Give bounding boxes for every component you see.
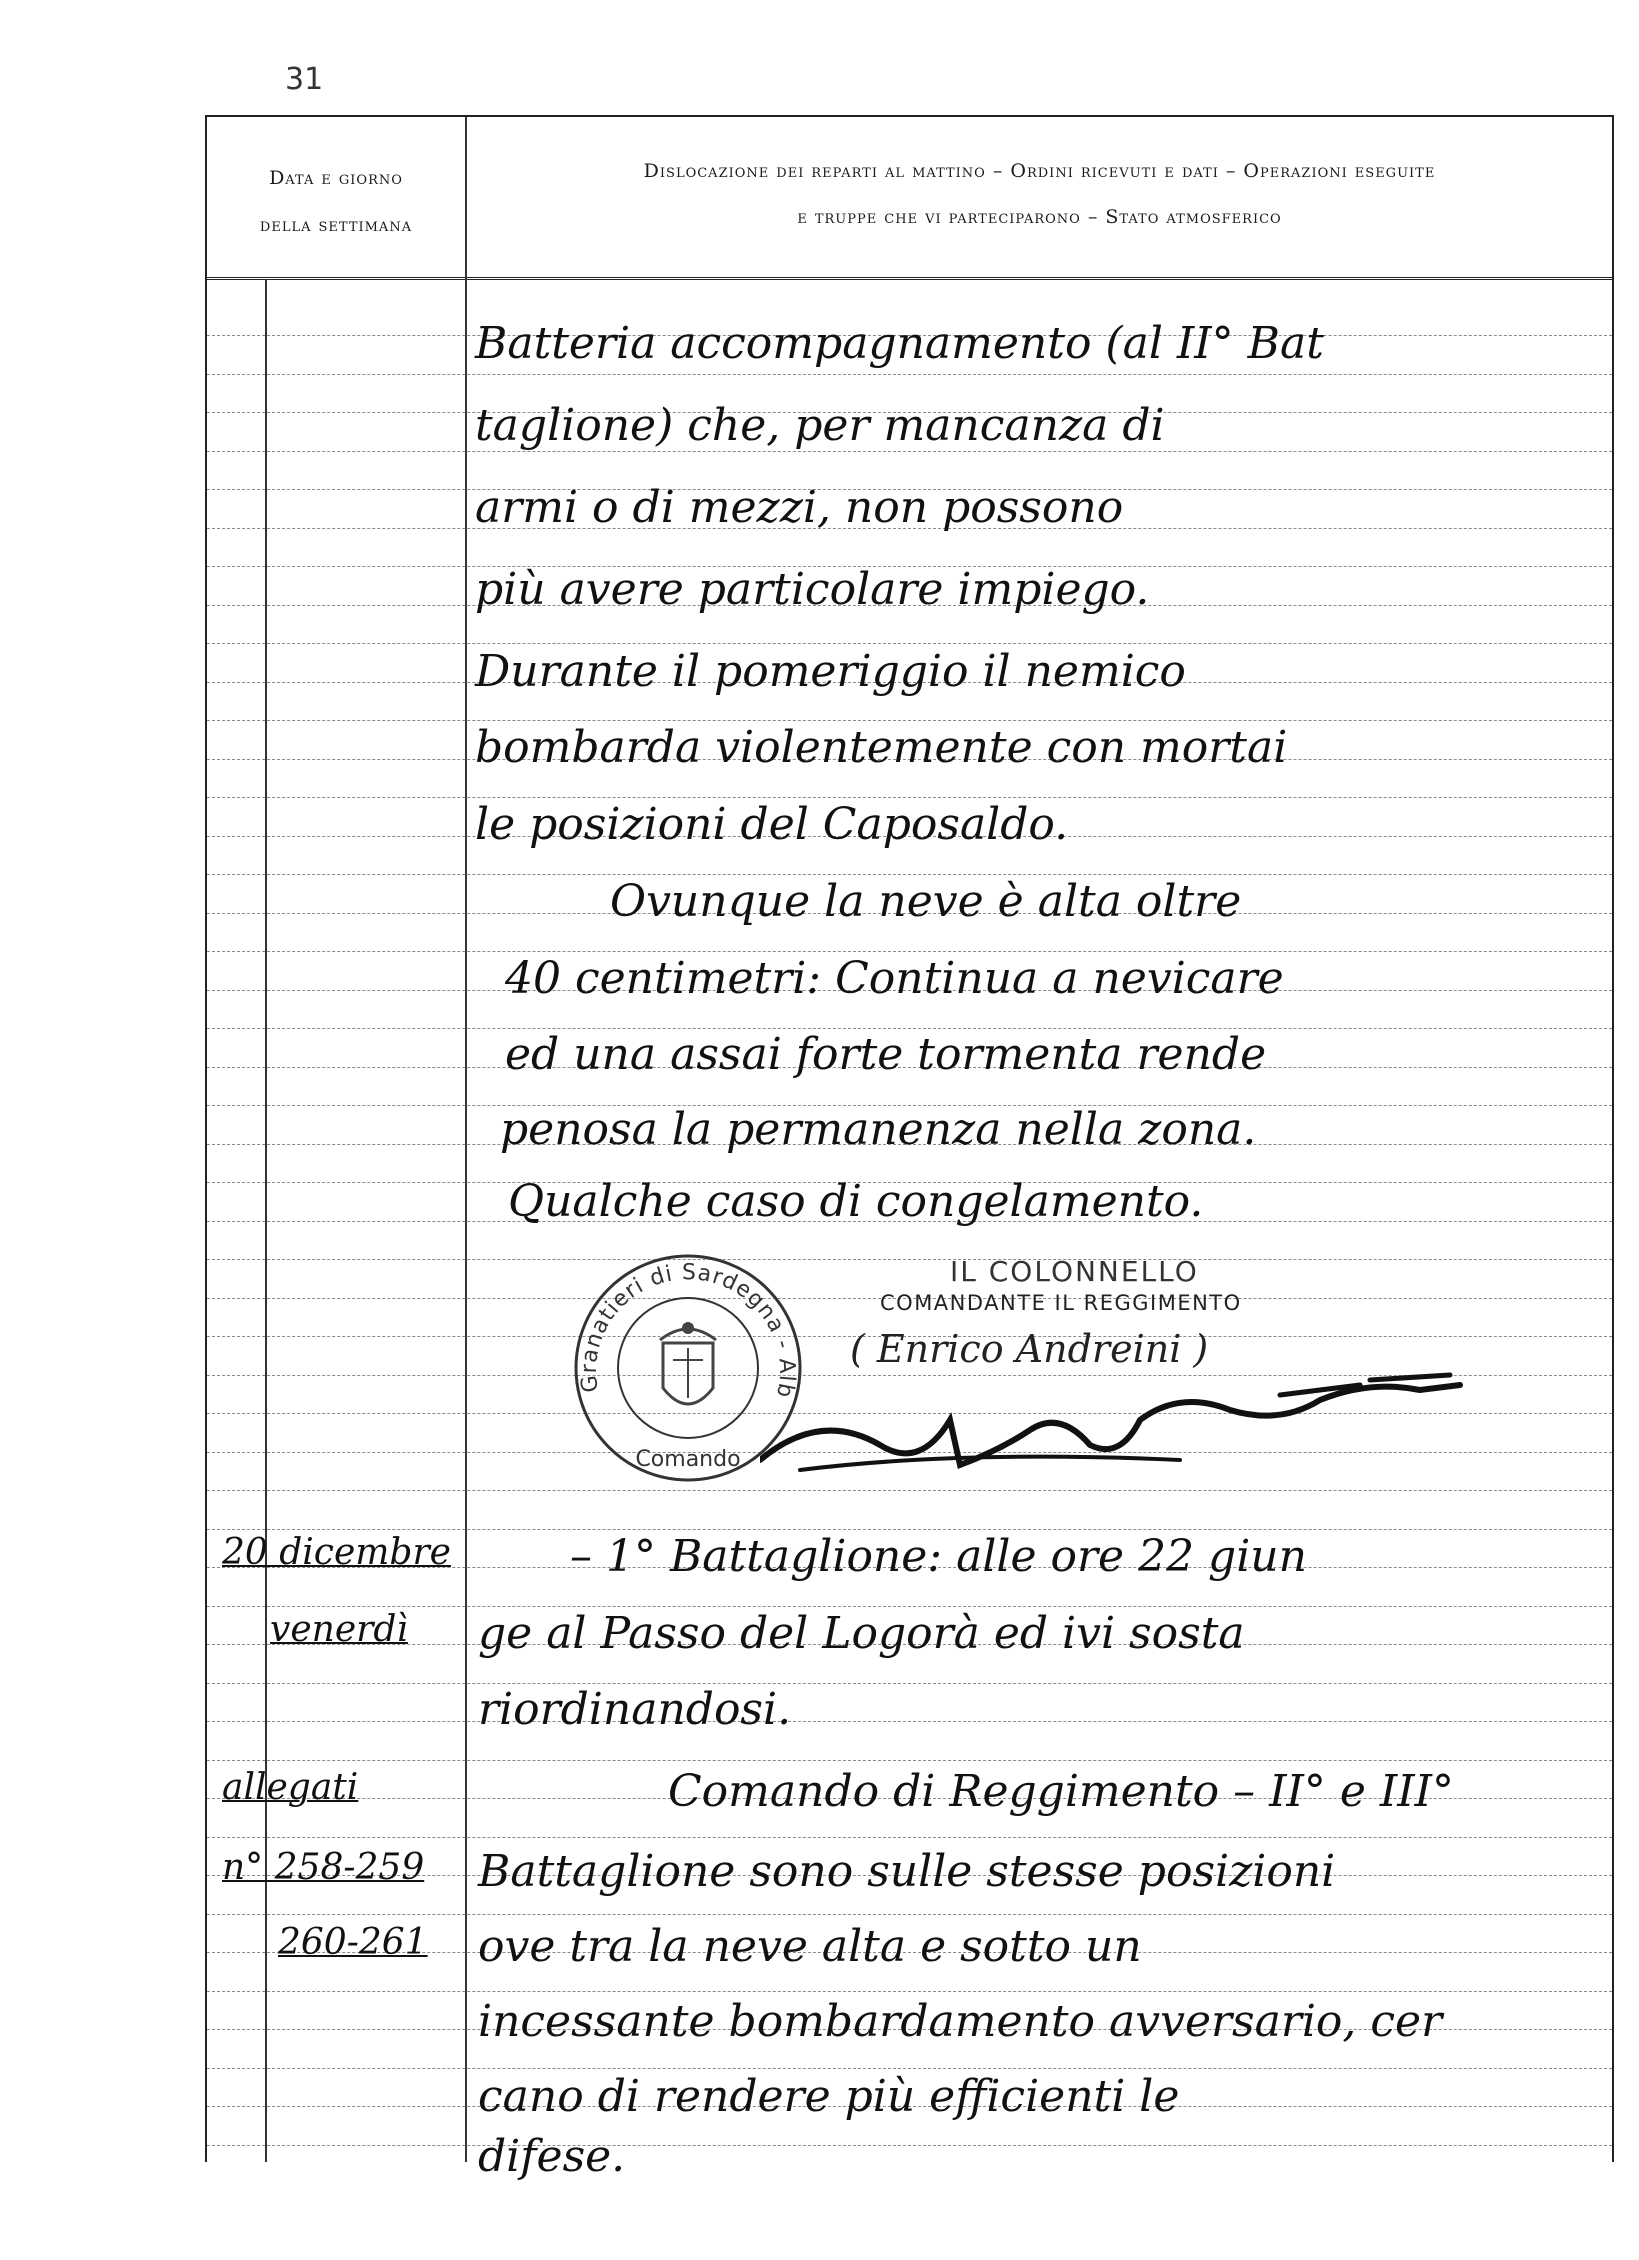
column-divider-main — [465, 117, 467, 2162]
ruled-line — [207, 643, 1612, 644]
ruled-line — [207, 1683, 1612, 1684]
signature-title: IL COLONNELLO — [950, 1255, 1199, 1288]
ruled-line — [207, 797, 1612, 798]
signature-name: ( Enrico Andreini ) — [850, 1327, 1209, 1371]
entry2-line: ove tra la neve alta e sotto un — [478, 1921, 1142, 1972]
entry2-date: 20 dicembre — [222, 1532, 451, 1573]
svg-text:Granatieri di Sardegna - Alban: Granatieri di Sardegna - Alb — [576, 1260, 800, 1401]
entry1-line: Qualche caso di congelamento. — [508, 1176, 1204, 1227]
header-description-column — [467, 117, 1612, 277]
entry1-line: penosa la permanenza nella zona. — [500, 1104, 1257, 1155]
entry1-line: ed una assai forte tormenta rende — [505, 1029, 1267, 1080]
entry1-line: armi o di mezzi, non possono — [475, 482, 1124, 533]
entry1-line: più avere particolare impiego. — [475, 564, 1150, 615]
entry2-weekday: venerdì — [270, 1609, 408, 1650]
ruled-line — [207, 951, 1612, 952]
ruled-line — [207, 1837, 1612, 1838]
entry2-line: riordinandosi. — [478, 1684, 792, 1735]
entry2-line: incessante bombardamento avversario, cer — [478, 1996, 1443, 2047]
ruled-line — [207, 1529, 1612, 1530]
entry1-line: Ovunque la neve è alta oltre — [610, 876, 1242, 927]
ruled-line — [207, 1991, 1612, 1992]
page-number: 31 — [285, 62, 324, 97]
attachments-label: allegati — [222, 1767, 359, 1808]
ruled-line — [207, 720, 1612, 721]
ruled-line — [207, 874, 1612, 875]
signature-role: COMANDANTE IL REGGIMENTO — [880, 1291, 1242, 1315]
ruled-line — [207, 1914, 1612, 1915]
entry2-line: ge al Passo del Logorà ed ivi sosta — [478, 1608, 1245, 1659]
entry1-line: Batteria accompagnamento (al II° Bat — [475, 318, 1324, 369]
ruled-line — [207, 1721, 1612, 1722]
header-date-column — [207, 117, 467, 277]
header-description-line2: e truppe che vi parteciparono – Stato atmosferico — [797, 206, 1282, 228]
entry1-line: le posizioni del Caposaldo. — [475, 799, 1069, 850]
ruled-line — [207, 451, 1612, 452]
table-header — [207, 117, 1612, 280]
ruled-line — [207, 1760, 1612, 1761]
entry1-line: Durante il pomeriggio il nemico — [475, 646, 1186, 697]
entry1-line: taglione) che, per mancanza di — [475, 400, 1165, 451]
entry1-line: bombarda violentemente con mortai — [475, 722, 1288, 773]
svg-text:Comando: Comando — [635, 1447, 741, 1472]
ruled-line — [207, 1606, 1612, 1607]
header-description-line1: Dislocazione dei reparti al mattino – Ordini ricevuti e dati – Operazioni eseguite — [643, 160, 1436, 182]
entry2-line: Comando di Reggimento – II° e III° — [668, 1766, 1455, 1817]
entry2-line: Battaglione sono sulle stesse posizioni — [478, 1846, 1336, 1897]
ruled-line — [207, 1259, 1612, 1260]
entry2-line: – 1° Battaglione: alle ore 22 giun — [570, 1531, 1307, 1582]
ruled-line — [207, 374, 1612, 375]
entry1-line: 40 centimetri: Continua a nevicare — [505, 953, 1284, 1004]
entry2-line: cano di rendere più efficienti le — [478, 2071, 1180, 2122]
ruled-line — [207, 2068, 1612, 2069]
header-date-line1: Data e giorno — [269, 167, 403, 189]
ruled-line — [207, 2145, 1612, 2146]
attachments-numbers-2: 260-261 — [278, 1922, 428, 1963]
attachments-numbers-1: n° 258-259 — [222, 1847, 425, 1888]
entry2-line: difese. — [478, 2131, 626, 2182]
ruled-line — [207, 1490, 1612, 1491]
header-date-line2: della settimana — [259, 214, 413, 236]
handwritten-signature-icon — [760, 1350, 1480, 1490]
